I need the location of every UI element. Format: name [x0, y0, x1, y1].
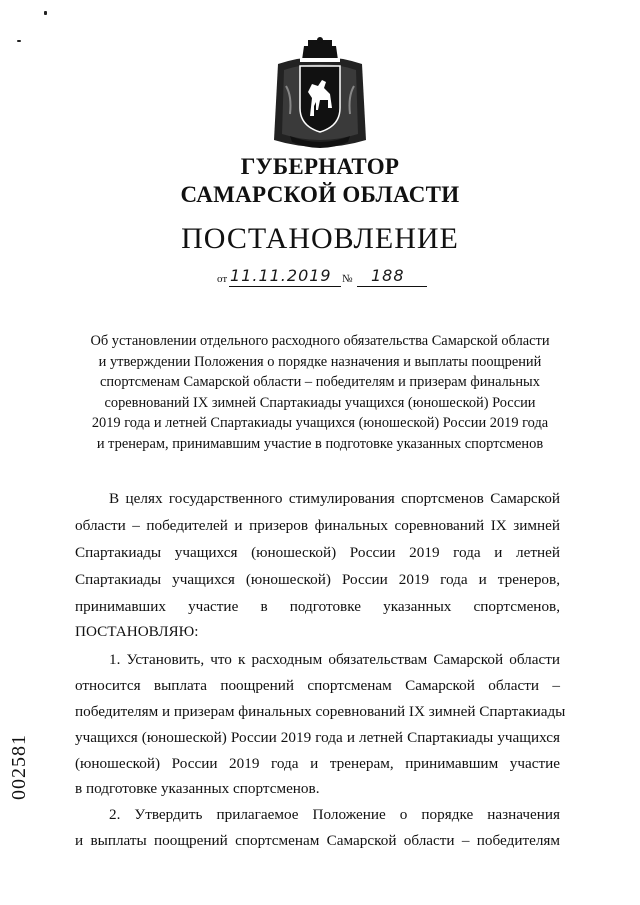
body-line: в подготовке указанных спортсменов. [75, 780, 320, 797]
date-underline [229, 286, 341, 287]
body-line: Спартакиады учащихся (юношеской) России 2019 года и летней [75, 544, 560, 561]
scan-speck [17, 40, 21, 42]
number-label: № [342, 273, 353, 285]
body-line: принимавших участие в подготовке указанных спортсменов, [75, 598, 560, 615]
body-line: относится выплата поощрений спортсменам Самарской области – [75, 677, 560, 694]
samara-region-coat-of-arms-icon [270, 36, 370, 156]
subject-line: и утверждении Положения о порядке назначения и выплаты поощрений [98, 353, 542, 370]
body-line: В целях государственного стимулирования спортсменов Самарской [109, 490, 560, 507]
number-underline [357, 286, 427, 287]
date-from-label: от [217, 273, 228, 285]
body-line: учащихся (юношеской) России 2019 года и летней Спартакиады учащихся [75, 729, 560, 746]
decree-subject [72, 331, 568, 454]
body-line: 1. Установить, что к расходным обязательствам Самарской области [109, 651, 560, 668]
body-line: Спартакиады учащихся (юношеской) России 2019 года и тренеров, [75, 571, 560, 588]
decree-number: 188 [371, 266, 405, 285]
body-line: (юношеской) России 2019 года и тренерам, принимавшим участие [75, 755, 560, 772]
authority-title-line2: САМАРСКОЙ ОБЛАСТИ [180, 182, 460, 207]
scan-speck [44, 11, 47, 15]
document-type-title: ПОСТАНОВЛЕНИЕ [181, 222, 459, 255]
subject-line: 2019 года и летней Спартакиады учащихся (юношеской) России 2019 года [91, 415, 549, 431]
body-line: и выплаты поощрений спортсменам Самарской области – победителям [75, 832, 560, 849]
authority-title-line1: ГУБЕРНАТОР [240, 154, 400, 179]
body-line: победителям и призерам финальных соревнований IX зимней Спартакиады [75, 703, 566, 720]
subject-line: и тренерам, принимавшим участие в подготовке указанных спортсменов [96, 435, 544, 452]
body-line: области – победителей и призеров финальных соревнований IX зимней [75, 517, 560, 534]
subject-line: Об установлении отдельного расходного обязательства Самарской области [90, 333, 550, 349]
subject-line: спортсменам Самарской области – победителям и призерам финальных [100, 374, 540, 390]
decree-date: 11.11.2019 [230, 266, 332, 285]
body-line: 2. Утвердить прилагаемое Положение о порядке назначения [109, 806, 560, 823]
side-stamp-number: 002581 [8, 734, 30, 800]
subject-line: соревнований IX зимней Спартакиады учащихся (юношеской) России [104, 394, 536, 411]
decree-resolution-word: ПОСТАНОВЛЯЮ: [75, 623, 199, 640]
